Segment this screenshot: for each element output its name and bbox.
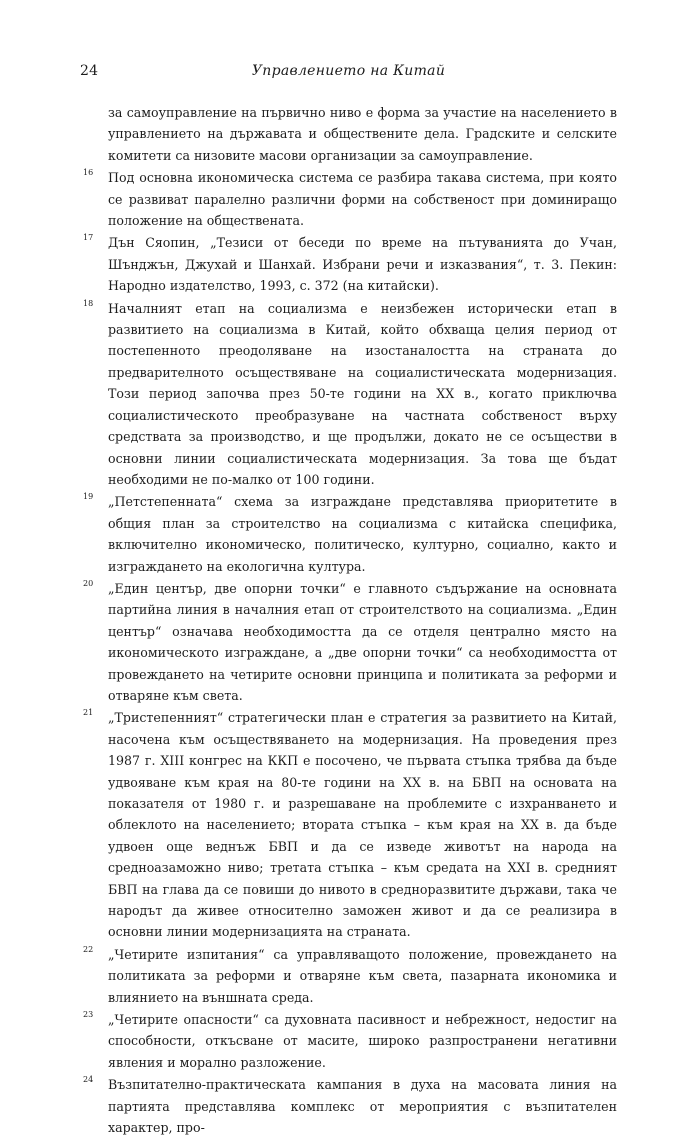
footnote-number: 19 — [83, 492, 94, 502]
footnote-16 — [83, 167, 617, 231]
footnote-text: Дън Сяопин, „Тезиси от беседи по време на пътуванията до Учан, Шънджън, Джухай и Шанхай. Избрани речи и изказвания“, т. 3. Пекин: Народно издателство, 1993, с. 372 (на китайски). — [108, 235, 617, 294]
footnote-number: 23 — [83, 1010, 94, 1020]
running-title: Управлението на Китай — [251, 63, 446, 79]
footnote-20 — [83, 578, 617, 706]
footnote-text: „Четирите изпитания“ са управляващото положение, провеждането на политиката за реформи и отваряне към света, пазарната икономика и влиянието на външната среда. — [108, 946, 617, 1005]
footnote-continued — [108, 102, 617, 166]
footnote-number: 21 — [83, 708, 94, 718]
footnotes-list — [83, 102, 617, 1140]
footnote-17 — [83, 232, 617, 296]
footnote-number: 22 — [83, 944, 94, 954]
footnote-text: „Тристепенният“ стратегически план е стратегия за развитието на Китай, насочена към осъществяването на модернизация. На проведения през 1987 г. XIII конгрес на ККП е посочено, че първата стъпка трябва да бъде удвояване към края на 80-те години на XX в. на БВП на основата на показателя от 1980 г. и разрешаване на проблемите с изхранването и облеклото на населението; втората стъпка – към края на XX в. да бъде удвоен още веднъж БВП и да се изведе животът на народа на средноазаможно ниво; третата стъпка – към средата на XXI в. средният БВП на глава да се повиши до нивото в средноразвитите държави, така че народът да живее относително заможен живот и да се реализира в основни линии модернизацията на страната. — [108, 710, 617, 940]
footnote-text: Възпитателно-практическата кампания в духа на масовата линия на партията представлява комплекс от мероприятия с възпитателен характер, про- — [108, 1077, 617, 1136]
footnote-number: 17 — [83, 233, 94, 243]
page-number: 24 — [80, 63, 99, 79]
footnote-23 — [83, 1009, 617, 1073]
footnote-22 — [83, 944, 617, 1008]
page-header — [80, 63, 617, 85]
footnote-text: „Един център, две опорни точки“ е главното съдържание на основната партийна линия в началния етап от строителството на социализма. „Един център“ означава необходимостта да се отделя централно място на икономическото изграждане, а „две опорни точки“ са необходимостта от провеждането на четирите основни принципа и политиката за реформи и отваряне към света. — [108, 580, 617, 703]
footnote-24 — [83, 1074, 617, 1138]
footnote-number: 18 — [83, 298, 94, 308]
footnote-19 — [83, 491, 617, 577]
footnote-number: 16 — [83, 168, 94, 178]
footnote-18 — [83, 298, 617, 491]
footnote-21 — [83, 707, 617, 942]
footnote-text: „Четирите опасности“ са духовната пасивност и небрежност, недостиг на способности, откъсване от масите, широко разпространени негативни явления и морално разложение. — [108, 1012, 617, 1070]
footnote-text: „Петстепенната“ схема за изграждане представлява приоритетите в общия план за строителство на социализма с китайска специфика, включително икономическо, политическо, културно, социално, както и изграждането на екологична култура. — [108, 494, 617, 574]
footnote-text: Под основна икономическа система се разбира такава система, при която се развиват паралелно различни форми на собственост при доминиращо положение на обществената. — [108, 170, 617, 229]
footnote-text: Началният етап на социализма е неизбежен исторически етап в развитието на социализма в Китай, който обхваща целия период от постепенното преодоляване на изостаналостта на страната до предварителното осъществяване на социалистическата модернизация. Този период започва през 50-те години на XX в., когато приключва социалистическото преобразуване на частната собственост върху средствата за производство, и ще продължи, докато не се осъществи в основни линии социалистическата модернизация. За това ще бъдат необходими не по-малко от 100 години. — [108, 300, 617, 487]
footnote-number: 24 — [83, 1075, 94, 1085]
footnote-text: за самоуправление на първично ниво е форма за участие на населението в управлението на държавата и обществените дела. Градските и селските комитети са низовите масови организации за самоуправление. — [108, 105, 617, 163]
footnote-number: 20 — [83, 578, 94, 588]
